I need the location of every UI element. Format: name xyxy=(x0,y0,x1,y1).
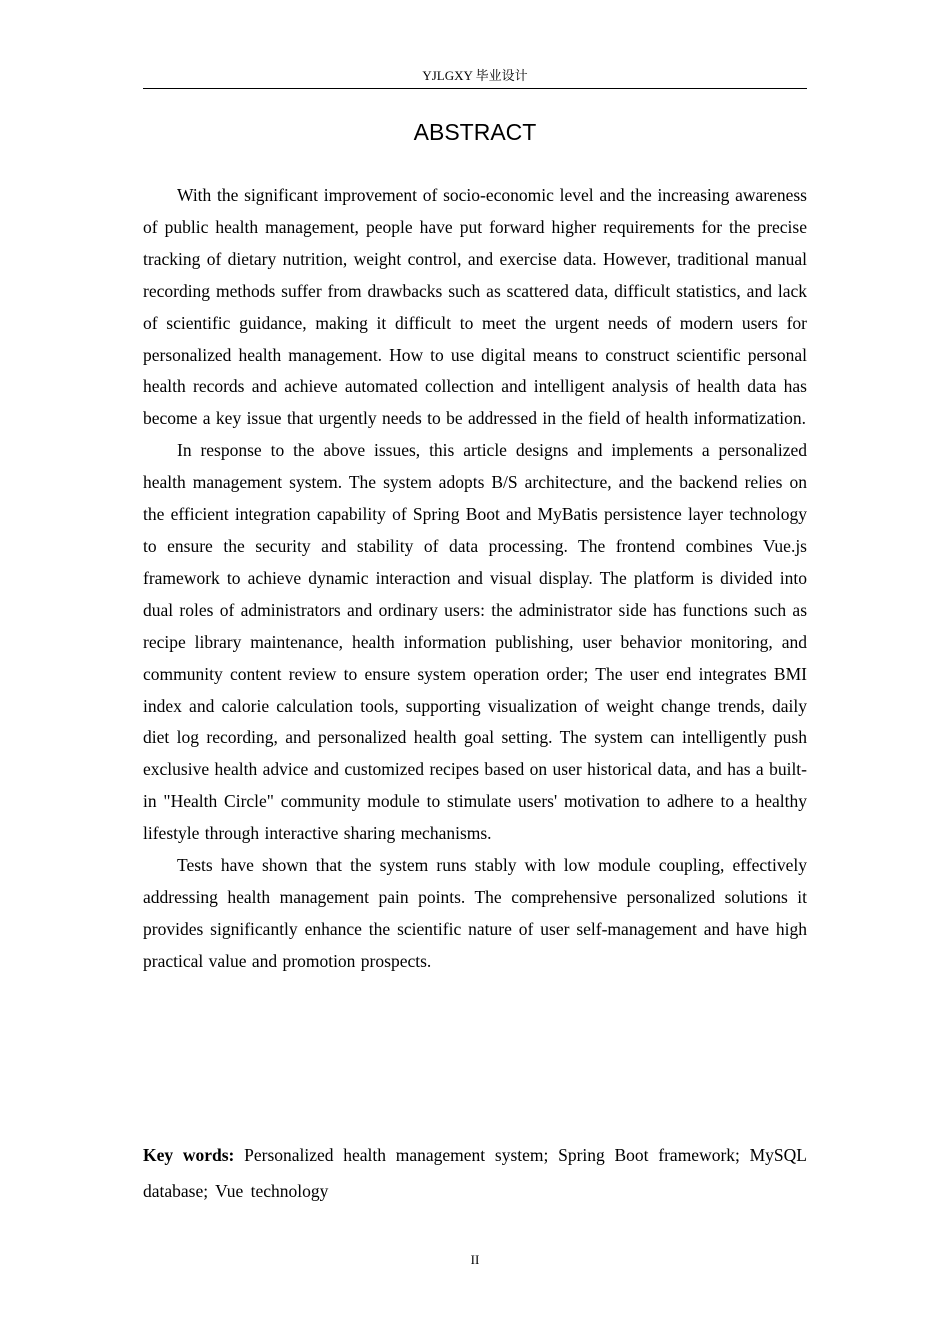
abstract-paragraph-1: With the significant improvement of socio-economic level and the increasing awareness of public health management, people have put forward higher requirements for the precise tracking of dietary nutrition, weight control, and exercise data. However, traditional manual recording methods suffer from drawbacks such as scattered data, difficult statistics, and lack of scientific guidance, making it difficult to meet the urgent needs of modern users for personalized health management. How to use digital means to construct scientific personal health records and achieve automated collection and intelligent analysis of health data has become a key issue that urgently needs to be addressed in the field of health informatization. xyxy=(143,185,807,429)
keywords-text: Personalized health management system; Spring Boot framework; MySQL database; Vue technology xyxy=(143,1145,807,1201)
header-text: YJLGXY 毕业设计 xyxy=(422,68,528,83)
abstract-body xyxy=(143,180,807,978)
page-number: II xyxy=(470,1252,480,1267)
abstract-paragraph-3: Tests have shown that the system runs stably with low module coupling, effectively addressing health management pain points. The comprehensive personalized solutions it provides significantly enhance the scientific nature of user self-management and have high practical value and promotion prospects. xyxy=(143,855,807,971)
keywords-line xyxy=(143,1137,807,1209)
page-header xyxy=(143,66,807,89)
abstract-paragraph-2: In response to the above issues, this article designs and implements a personalized health management system. The system adopts B/S architecture, and the backend relies on the efficient integration capability of Spring Boot and MyBatis persistence layer technology to ensure the security and stability of data processing. The frontend combines Vue.js framework to achieve dynamic interaction and visual display. The platform is divided into dual roles of administrators and ordinary users: the administrator side has functions such as recipe library maintenance, health information publishing, user behavior monitoring, and community content review to ensure system operation order; The user end integrates BMI index and calorie calculation tools, supporting visualization of weight change trends, daily diet log recording, and personalized health goal setting. The system can intelligently push exclusive health advice and customized recipes based on user historical data, and has a built-in "Health Circle" community module to stimulate users' motivation to adhere to a healthy lifestyle through interactive sharing mechanisms. xyxy=(143,440,807,844)
keywords-label: Key words: xyxy=(143,1145,235,1165)
abstract-title: ABSTRACT xyxy=(413,119,537,145)
